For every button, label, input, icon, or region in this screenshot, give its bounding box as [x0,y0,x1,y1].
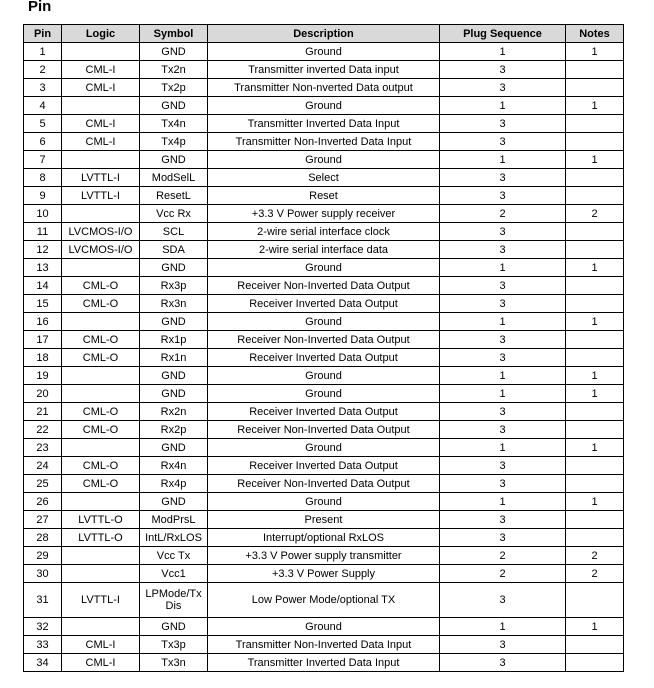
cell-pin: 20 [24,385,62,403]
cell-notes [566,295,624,313]
cell-notes [566,241,624,259]
cell-notes [566,654,624,672]
cell-logic: CML-I [62,654,140,672]
cell-symbol: IntL/RxLOS [140,529,208,547]
cell-pin: 9 [24,187,62,205]
cell-notes: 2 [566,565,624,583]
cell-description: Ground [208,618,440,636]
page-title: Pin [28,0,52,15]
cell-description: Ground [208,313,440,331]
cell-notes [566,457,624,475]
cell-symbol: GND [140,313,208,331]
cell-logic: CML-O [62,403,140,421]
cell-notes: 1 [566,385,624,403]
cell-symbol: Tx2p [140,79,208,97]
cell-notes [566,475,624,493]
cell-notes [566,583,624,618]
cell-description: Receiver Inverted Data Output [208,295,440,313]
cell-notes [566,529,624,547]
table-row [24,187,624,205]
cell-symbol: Rx3p [140,277,208,295]
cell-notes: 2 [566,205,624,223]
cell-plug-sequence: 3 [440,277,566,295]
cell-plug-sequence: 3 [440,223,566,241]
cell-symbol: ModPrsL [140,511,208,529]
cell-symbol: ModSelL [140,169,208,187]
cell-symbol: Tx4p [140,133,208,151]
header-description: Description [208,25,440,43]
cell-description: Ground [208,151,440,169]
cell-logic: CML-I [62,636,140,654]
cell-logic [62,547,140,565]
cell-plug-sequence: 3 [440,511,566,529]
cell-description: Ground [208,97,440,115]
cell-logic [62,313,140,331]
cell-plug-sequence: 3 [440,529,566,547]
cell-pin: 14 [24,277,62,295]
cell-pin: 18 [24,349,62,367]
cell-description: Receiver Non-Inverted Data Output [208,331,440,349]
table-row [24,367,624,385]
table-row [24,457,624,475]
cell-notes [566,223,624,241]
table-row [24,529,624,547]
cell-description: Transmitter Inverted Data Input [208,115,440,133]
cell-symbol: Rx1p [140,331,208,349]
table-row [24,583,624,618]
cell-notes: 1 [566,97,624,115]
cell-plug-sequence: 1 [440,618,566,636]
cell-symbol: GND [140,439,208,457]
cell-notes: 1 [566,313,624,331]
table-row [24,421,624,439]
cell-symbol: Tx4n [140,115,208,133]
cell-logic: LVTTL-I [62,187,140,205]
cell-logic [62,259,140,277]
cell-pin: 23 [24,439,62,457]
cell-pin: 27 [24,511,62,529]
cell-pin: 17 [24,331,62,349]
cell-plug-sequence: 3 [440,475,566,493]
cell-logic: CML-I [62,133,140,151]
cell-plug-sequence: 3 [440,349,566,367]
cell-notes [566,79,624,97]
cell-plug-sequence: 3 [440,169,566,187]
cell-description: Low Power Mode/optional TX [208,583,440,618]
cell-description: Transmitter Non-Inverted Data Input [208,636,440,654]
cell-pin: 29 [24,547,62,565]
table-row [24,295,624,313]
cell-plug-sequence: 3 [440,457,566,475]
cell-notes [566,133,624,151]
cell-description: Receiver Inverted Data Output [208,457,440,475]
cell-plug-sequence: 3 [440,636,566,654]
cell-symbol: Rx1n [140,349,208,367]
cell-symbol: Tx2n [140,61,208,79]
cell-notes [566,403,624,421]
cell-symbol: GND [140,259,208,277]
cell-notes [566,277,624,295]
cell-logic: CML-O [62,277,140,295]
table-row [24,493,624,511]
cell-notes [566,636,624,654]
table-row [24,349,624,367]
cell-pin: 24 [24,457,62,475]
cell-notes [566,61,624,79]
cell-pin: 11 [24,223,62,241]
cell-logic: LVTTL-O [62,529,140,547]
table-row [24,259,624,277]
cell-plug-sequence: 1 [440,97,566,115]
cell-notes: 1 [566,151,624,169]
cell-logic: LVTTL-I [62,583,140,618]
cell-description: Receiver Inverted Data Output [208,403,440,421]
table-header-row [24,25,624,43]
table-row [24,636,624,654]
cell-description: Receiver Non-Inverted Data Output [208,475,440,493]
cell-description: Ground [208,385,440,403]
cell-logic: CML-I [62,115,140,133]
cell-logic [62,97,140,115]
cell-symbol: GND [140,367,208,385]
cell-description: Transmitter Inverted Data Input [208,654,440,672]
cell-pin: 28 [24,529,62,547]
cell-logic: CML-O [62,331,140,349]
cell-description: Ground [208,259,440,277]
cell-logic [62,151,140,169]
cell-symbol: GND [140,151,208,169]
table-row [24,205,624,223]
cell-plug-sequence: 3 [440,654,566,672]
cell-plug-sequence: 1 [440,439,566,457]
cell-plug-sequence: 3 [440,133,566,151]
cell-notes [566,349,624,367]
cell-description: Select [208,169,440,187]
cell-notes [566,169,624,187]
header-notes: Notes [566,25,624,43]
table-row [24,115,624,133]
table-row [24,223,624,241]
cell-pin: 5 [24,115,62,133]
cell-logic: CML-O [62,421,140,439]
cell-description: Ground [208,43,440,61]
cell-logic: CML-O [62,457,140,475]
cell-pin: 16 [24,313,62,331]
cell-description: Receiver Non-Inverted Data Output [208,277,440,295]
cell-description: +3.3 V Power supply receiver [208,205,440,223]
cell-plug-sequence: 3 [440,61,566,79]
cell-logic [62,493,140,511]
cell-plug-sequence: 2 [440,547,566,565]
cell-plug-sequence: 3 [440,403,566,421]
table-row [24,43,624,61]
cell-plug-sequence: 2 [440,565,566,583]
cell-description: Transmitter inverted Data input [208,61,440,79]
cell-description: 2-wire serial interface data [208,241,440,259]
cell-plug-sequence: 2 [440,205,566,223]
cell-description: Receiver Inverted Data Output [208,349,440,367]
table-row [24,97,624,115]
cell-pin: 10 [24,205,62,223]
cell-plug-sequence: 3 [440,583,566,618]
cell-logic: CML-I [62,79,140,97]
table-row [24,61,624,79]
cell-pin: 7 [24,151,62,169]
table-row [24,654,624,672]
cell-logic: CML-O [62,295,140,313]
cell-description: Transmitter Non-nverted Data output [208,79,440,97]
header-logic: Logic [62,25,140,43]
cell-plug-sequence: 1 [440,151,566,169]
cell-symbol: GND [140,385,208,403]
cell-pin: 8 [24,169,62,187]
cell-description: 2-wire serial interface clock [208,223,440,241]
table-row [24,169,624,187]
cell-pin: 31 [24,583,62,618]
cell-notes [566,331,624,349]
cell-plug-sequence: 3 [440,241,566,259]
cell-notes: 1 [566,493,624,511]
table-row [24,403,624,421]
cell-pin: 4 [24,97,62,115]
cell-symbol: Tx3p [140,636,208,654]
header-symbol: Symbol [140,25,208,43]
cell-notes: 1 [566,43,624,61]
cell-notes: 1 [566,439,624,457]
cell-symbol: LPMode/Tx Dis [140,583,208,618]
cell-description: Reset [208,187,440,205]
table-row [24,133,624,151]
cell-description: Receiver Non-Inverted Data Output [208,421,440,439]
cell-notes: 1 [566,367,624,385]
table-row [24,331,624,349]
cell-symbol: Vcc Rx [140,205,208,223]
cell-plug-sequence: 3 [440,295,566,313]
cell-logic [62,367,140,385]
cell-pin: 12 [24,241,62,259]
cell-pin: 25 [24,475,62,493]
cell-notes: 1 [566,259,624,277]
cell-symbol: SCL [140,223,208,241]
cell-description: Transmitter Non-Inverted Data Input [208,133,440,151]
cell-pin: 34 [24,654,62,672]
cell-symbol: Vcc1 [140,565,208,583]
table-row [24,618,624,636]
cell-pin: 3 [24,79,62,97]
cell-logic [62,205,140,223]
cell-logic [62,439,140,457]
cell-pin: 19 [24,367,62,385]
cell-logic [62,618,140,636]
table-row [24,565,624,583]
cell-notes: 1 [566,618,624,636]
table-row [24,385,624,403]
cell-plug-sequence: 3 [440,331,566,349]
cell-symbol: Rx2p [140,421,208,439]
table-row [24,277,624,295]
cell-notes [566,115,624,133]
cell-logic: LVCMOS-I/O [62,223,140,241]
table-row [24,439,624,457]
cell-symbol: Rx3n [140,295,208,313]
cell-pin: 22 [24,421,62,439]
table-row [24,151,624,169]
cell-logic: CML-I [62,61,140,79]
cell-pin: 21 [24,403,62,421]
cell-notes [566,421,624,439]
cell-plug-sequence: 1 [440,367,566,385]
table-row [24,313,624,331]
cell-symbol: Rx4n [140,457,208,475]
cell-plug-sequence: 3 [440,421,566,439]
cell-description: +3.3 V Power Supply [208,565,440,583]
cell-logic: CML-O [62,349,140,367]
cell-description: Present [208,511,440,529]
cell-description: Ground [208,367,440,385]
cell-logic [62,565,140,583]
cell-plug-sequence: 1 [440,43,566,61]
cell-notes [566,511,624,529]
cell-symbol: GND [140,493,208,511]
header-pin: Pin [24,25,62,43]
cell-pin: 26 [24,493,62,511]
cell-plug-sequence: 3 [440,115,566,133]
table-row [24,511,624,529]
cell-logic [62,385,140,403]
pin-table [23,24,624,672]
cell-plug-sequence: 3 [440,187,566,205]
table-row [24,547,624,565]
cell-plug-sequence: 1 [440,493,566,511]
cell-plug-sequence: 1 [440,313,566,331]
cell-pin: 15 [24,295,62,313]
cell-plug-sequence: 3 [440,79,566,97]
cell-symbol: Tx3n [140,654,208,672]
cell-symbol: SDA [140,241,208,259]
cell-symbol: GND [140,618,208,636]
cell-symbol: ResetL [140,187,208,205]
cell-notes [566,187,624,205]
cell-pin: 13 [24,259,62,277]
cell-symbol: GND [140,43,208,61]
cell-plug-sequence: 1 [440,259,566,277]
cell-description: Ground [208,439,440,457]
cell-pin: 2 [24,61,62,79]
table-row [24,475,624,493]
cell-pin: 33 [24,636,62,654]
cell-pin: 1 [24,43,62,61]
cell-pin: 32 [24,618,62,636]
cell-symbol: Rx4p [140,475,208,493]
cell-logic: CML-O [62,475,140,493]
cell-description: Interrupt/optional RxLOS [208,529,440,547]
cell-description: +3.3 V Power supply transmitter [208,547,440,565]
cell-pin: 6 [24,133,62,151]
header-plug-sequence: Plug Sequence [440,25,566,43]
cell-logic: LVTTL-O [62,511,140,529]
cell-symbol: Vcc Tx [140,547,208,565]
cell-symbol: Rx2n [140,403,208,421]
cell-logic: LVTTL-I [62,169,140,187]
cell-notes: 2 [566,547,624,565]
table-row [24,79,624,97]
cell-symbol: GND [140,97,208,115]
table-row [24,241,624,259]
cell-description: Ground [208,493,440,511]
cell-logic [62,43,140,61]
cell-plug-sequence: 1 [440,385,566,403]
cell-pin: 30 [24,565,62,583]
cell-logic: LVCMOS-I/O [62,241,140,259]
